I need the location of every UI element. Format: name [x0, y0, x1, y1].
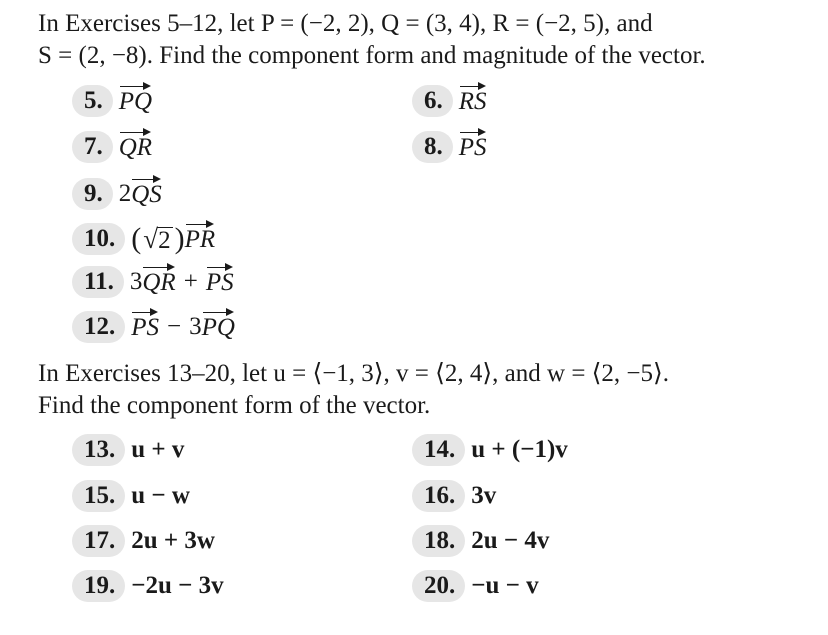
- exercise-number: 17.: [72, 525, 125, 557]
- left-paren: (: [131, 221, 142, 255]
- coefficient: 2: [118, 179, 132, 207]
- radical-sign: √: [143, 223, 159, 254]
- intro-line-2: S = (2, −8). Find the component form and magnitude of the vector.: [38, 42, 706, 69]
- exercise-number: 19.: [72, 570, 125, 602]
- vector-expression: u − w: [131, 481, 190, 509]
- coefficient: 3: [189, 312, 202, 340]
- vector-ps: PS: [131, 311, 159, 342]
- vector-expression: u + v: [131, 435, 185, 463]
- operator: +: [183, 267, 198, 295]
- exercise-number: 10.: [72, 223, 125, 255]
- exercise-number: 12.: [72, 311, 125, 343]
- vector-expression: 2u − 4v: [471, 526, 550, 554]
- intro-line-1: In Exercises 5–12, let P = (−2, 2), Q = (3, 4), R = (−2, 5), and: [38, 10, 653, 37]
- exercise-17: [72, 524, 215, 557]
- vector-pq: PQ: [202, 311, 235, 342]
- exercise-number: 15.: [72, 480, 125, 512]
- exercise-7: [72, 130, 152, 163]
- vector-ps: PS: [206, 266, 234, 297]
- vector-qr: QR: [142, 266, 175, 297]
- exercise-14: [412, 433, 568, 466]
- exercise-16: [412, 479, 496, 512]
- exercise-number: 14.: [412, 434, 465, 466]
- exercise-number: 8.: [412, 131, 453, 163]
- exercise-15: [72, 479, 190, 512]
- exercise-number: 11.: [72, 266, 124, 298]
- exercise-19: [72, 569, 224, 602]
- vector-expression: −u − v: [471, 571, 539, 599]
- vector-expression: 3v: [471, 481, 497, 509]
- coefficient: 3: [129, 267, 143, 295]
- exercise-number: 13.: [72, 434, 125, 466]
- exercise-number: 9.: [72, 178, 113, 210]
- exercise-9: [72, 177, 162, 210]
- exercise-intro-13-20: [38, 358, 818, 422]
- square-root: [143, 225, 172, 253]
- exercise-10: [72, 222, 215, 255]
- vector-rs: RS: [459, 85, 487, 116]
- exercise-number: 7.: [72, 131, 113, 163]
- vector-pr: PR: [185, 223, 216, 254]
- operator: −: [167, 312, 182, 340]
- intro-line-2: Find the component form of the vector.: [38, 392, 431, 419]
- exercise-number: 6.: [412, 85, 453, 117]
- vector-pq: PQ: [119, 85, 152, 116]
- exercise-number: 5.: [72, 85, 113, 117]
- exercise-6: [412, 84, 487, 117]
- vector-qs: QS: [131, 178, 162, 209]
- exercise-number: 16.: [412, 480, 465, 512]
- exercise-number: 18.: [412, 525, 465, 557]
- vector-ps: PS: [459, 131, 487, 162]
- vector-qr: QR: [119, 131, 152, 162]
- exercise-11: [72, 265, 234, 298]
- intro-line-1: In Exercises 13–20, let u = ⟨−1, 3⟩, v = ⟨2, 4⟩, and w = ⟨2, −5⟩.: [38, 360, 670, 387]
- exercise-20: [412, 569, 539, 602]
- right-paren: ): [174, 221, 185, 255]
- vector-expression: u + (−1)v: [471, 435, 568, 463]
- exercise-12: [72, 310, 235, 343]
- exercise-5: [72, 84, 152, 117]
- vector-expression: 2u + 3w: [131, 526, 215, 554]
- exercise-13: [72, 433, 184, 466]
- exercise-number: 20.: [412, 570, 465, 602]
- exercise-18: [412, 524, 549, 557]
- exercise-intro-5-12: [38, 8, 818, 72]
- radicand: 2: [158, 226, 171, 254]
- exercise-8: [412, 130, 487, 163]
- vector-expression: −2u − 3v: [131, 571, 224, 599]
